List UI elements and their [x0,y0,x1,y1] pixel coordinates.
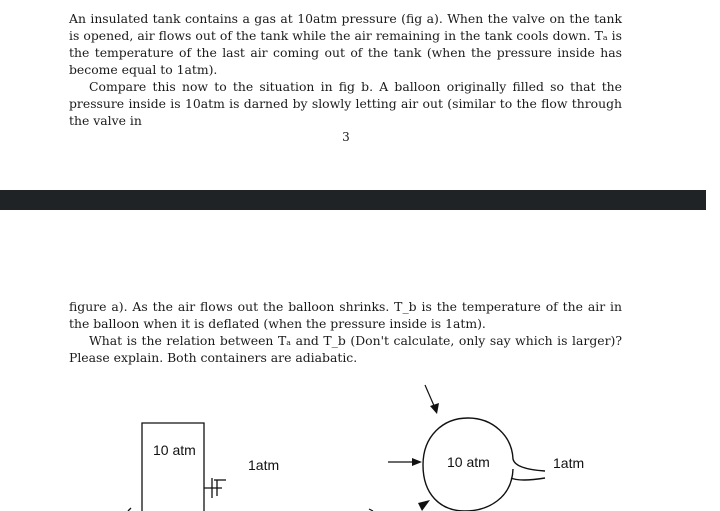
balloon-pressure-label: 10 atm [447,454,490,470]
arrow-bottom-left [369,500,430,511]
paragraph-question-text: What is the relation between Tₐ and T_b (Don't calculate, only say which is larger)? Please explain. Both containers are adiabatic. [69,333,622,365]
paragraph-balloon-shrinks: figure a). As the air flows out the balloon shrinks. T_b is the temperature of the air in the balloon when it is deflated (when the pressure inside is 1atm). [69,299,622,331]
figure-tank-and-balloon [0,370,706,511]
viewer-scroll-area [706,0,720,511]
paragraph-question [69,332,622,366]
paragraph-compare-balloon [69,78,622,129]
balloon-outside-pressure-label: 1atm [553,455,585,471]
tank-outline [142,423,204,511]
figure-drawing [0,370,706,511]
balloon-neck [511,478,545,480]
tank-pressure-label: 10 atm [153,442,196,458]
paragraph-insulated-tank: An insulated tank contains a gas at 10atm pressure (fig a). When the valve on the tank is opened, air flows out of the tank while the air remaining in the tank cools down. Tₐ is the temperature of the last air coming out of the tank (when the pressure inside has become equal to 1atm). [69,11,622,77]
page-separator [0,190,720,210]
arrow-left [388,458,422,466]
tank-outside-pressure-label: 1atm [248,457,280,473]
tank-diagram [128,423,226,511]
arrow-top-left [425,385,439,414]
page-3-bottom [0,0,706,190]
page-number: 3 [342,130,350,144]
paragraph-compare-balloon-text: Compare this now to the situation in fig b. A balloon originally filled so that the pressure inside is 10atm is darned by slowly letting air out (similar to the flow through the valve in [69,79,622,128]
